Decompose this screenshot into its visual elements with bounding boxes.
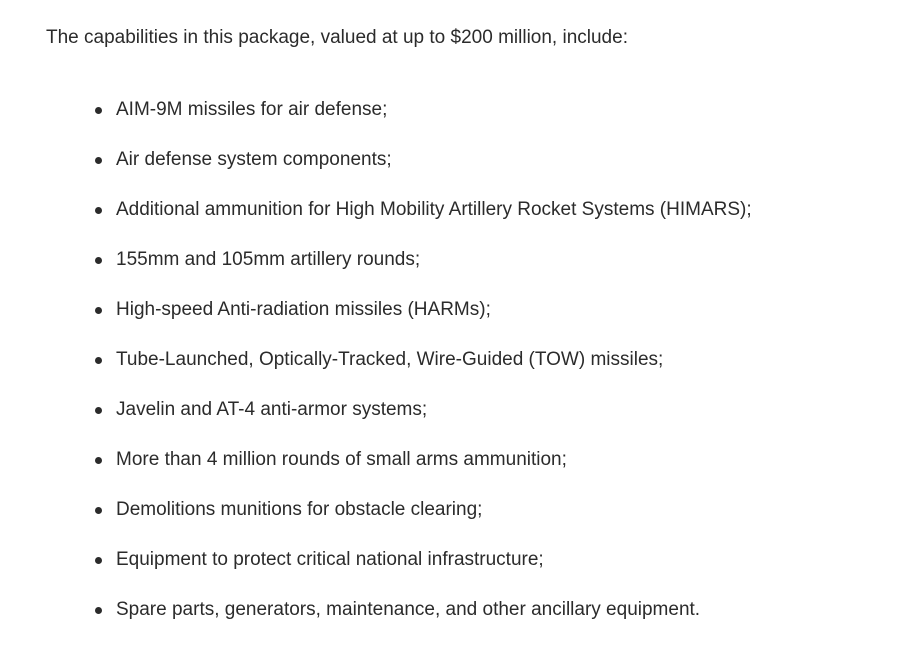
bullet-icon	[95, 457, 102, 464]
bullet-icon	[95, 157, 102, 164]
bullet-icon	[95, 357, 102, 364]
list-item-text: Spare parts, generators, maintenance, and other ancillary equipment.	[116, 599, 701, 620]
bullet-icon	[95, 407, 102, 414]
list-item-text: High-speed Anti-radiation missiles (HARMs);	[116, 299, 491, 320]
bullet-icon	[95, 607, 102, 614]
list-item-text: Tube-Launched, Optically-Tracked, Wire-Guided (TOW) missiles;	[116, 349, 664, 370]
bullet-icon	[95, 557, 102, 564]
intro-paragraph: The capabilities in this package, valued at up to $200 million, include:	[46, 27, 628, 48]
list-item-text: AIM-9M missiles for air defense;	[116, 99, 388, 120]
list-item-text: Demolitions munitions for obstacle clearing;	[116, 499, 483, 520]
bullet-icon	[95, 257, 102, 264]
bullet-icon	[95, 307, 102, 314]
bullet-icon	[95, 507, 102, 514]
bullet-icon	[95, 107, 102, 114]
list-item-text: Javelin and AT-4 anti-armor systems;	[116, 399, 428, 420]
list-item-text: Equipment to protect critical national infrastructure;	[116, 549, 544, 570]
list-item-text: Additional ammunition for High Mobility Artillery Rocket Systems (HIMARS);	[116, 199, 752, 220]
list-item-text: More than 4 million rounds of small arms ammunition;	[116, 449, 567, 470]
bullet-icon	[95, 207, 102, 214]
list-item-text: Air defense system components;	[116, 149, 392, 170]
list-item-text: 155mm and 105mm artillery rounds;	[116, 249, 421, 270]
